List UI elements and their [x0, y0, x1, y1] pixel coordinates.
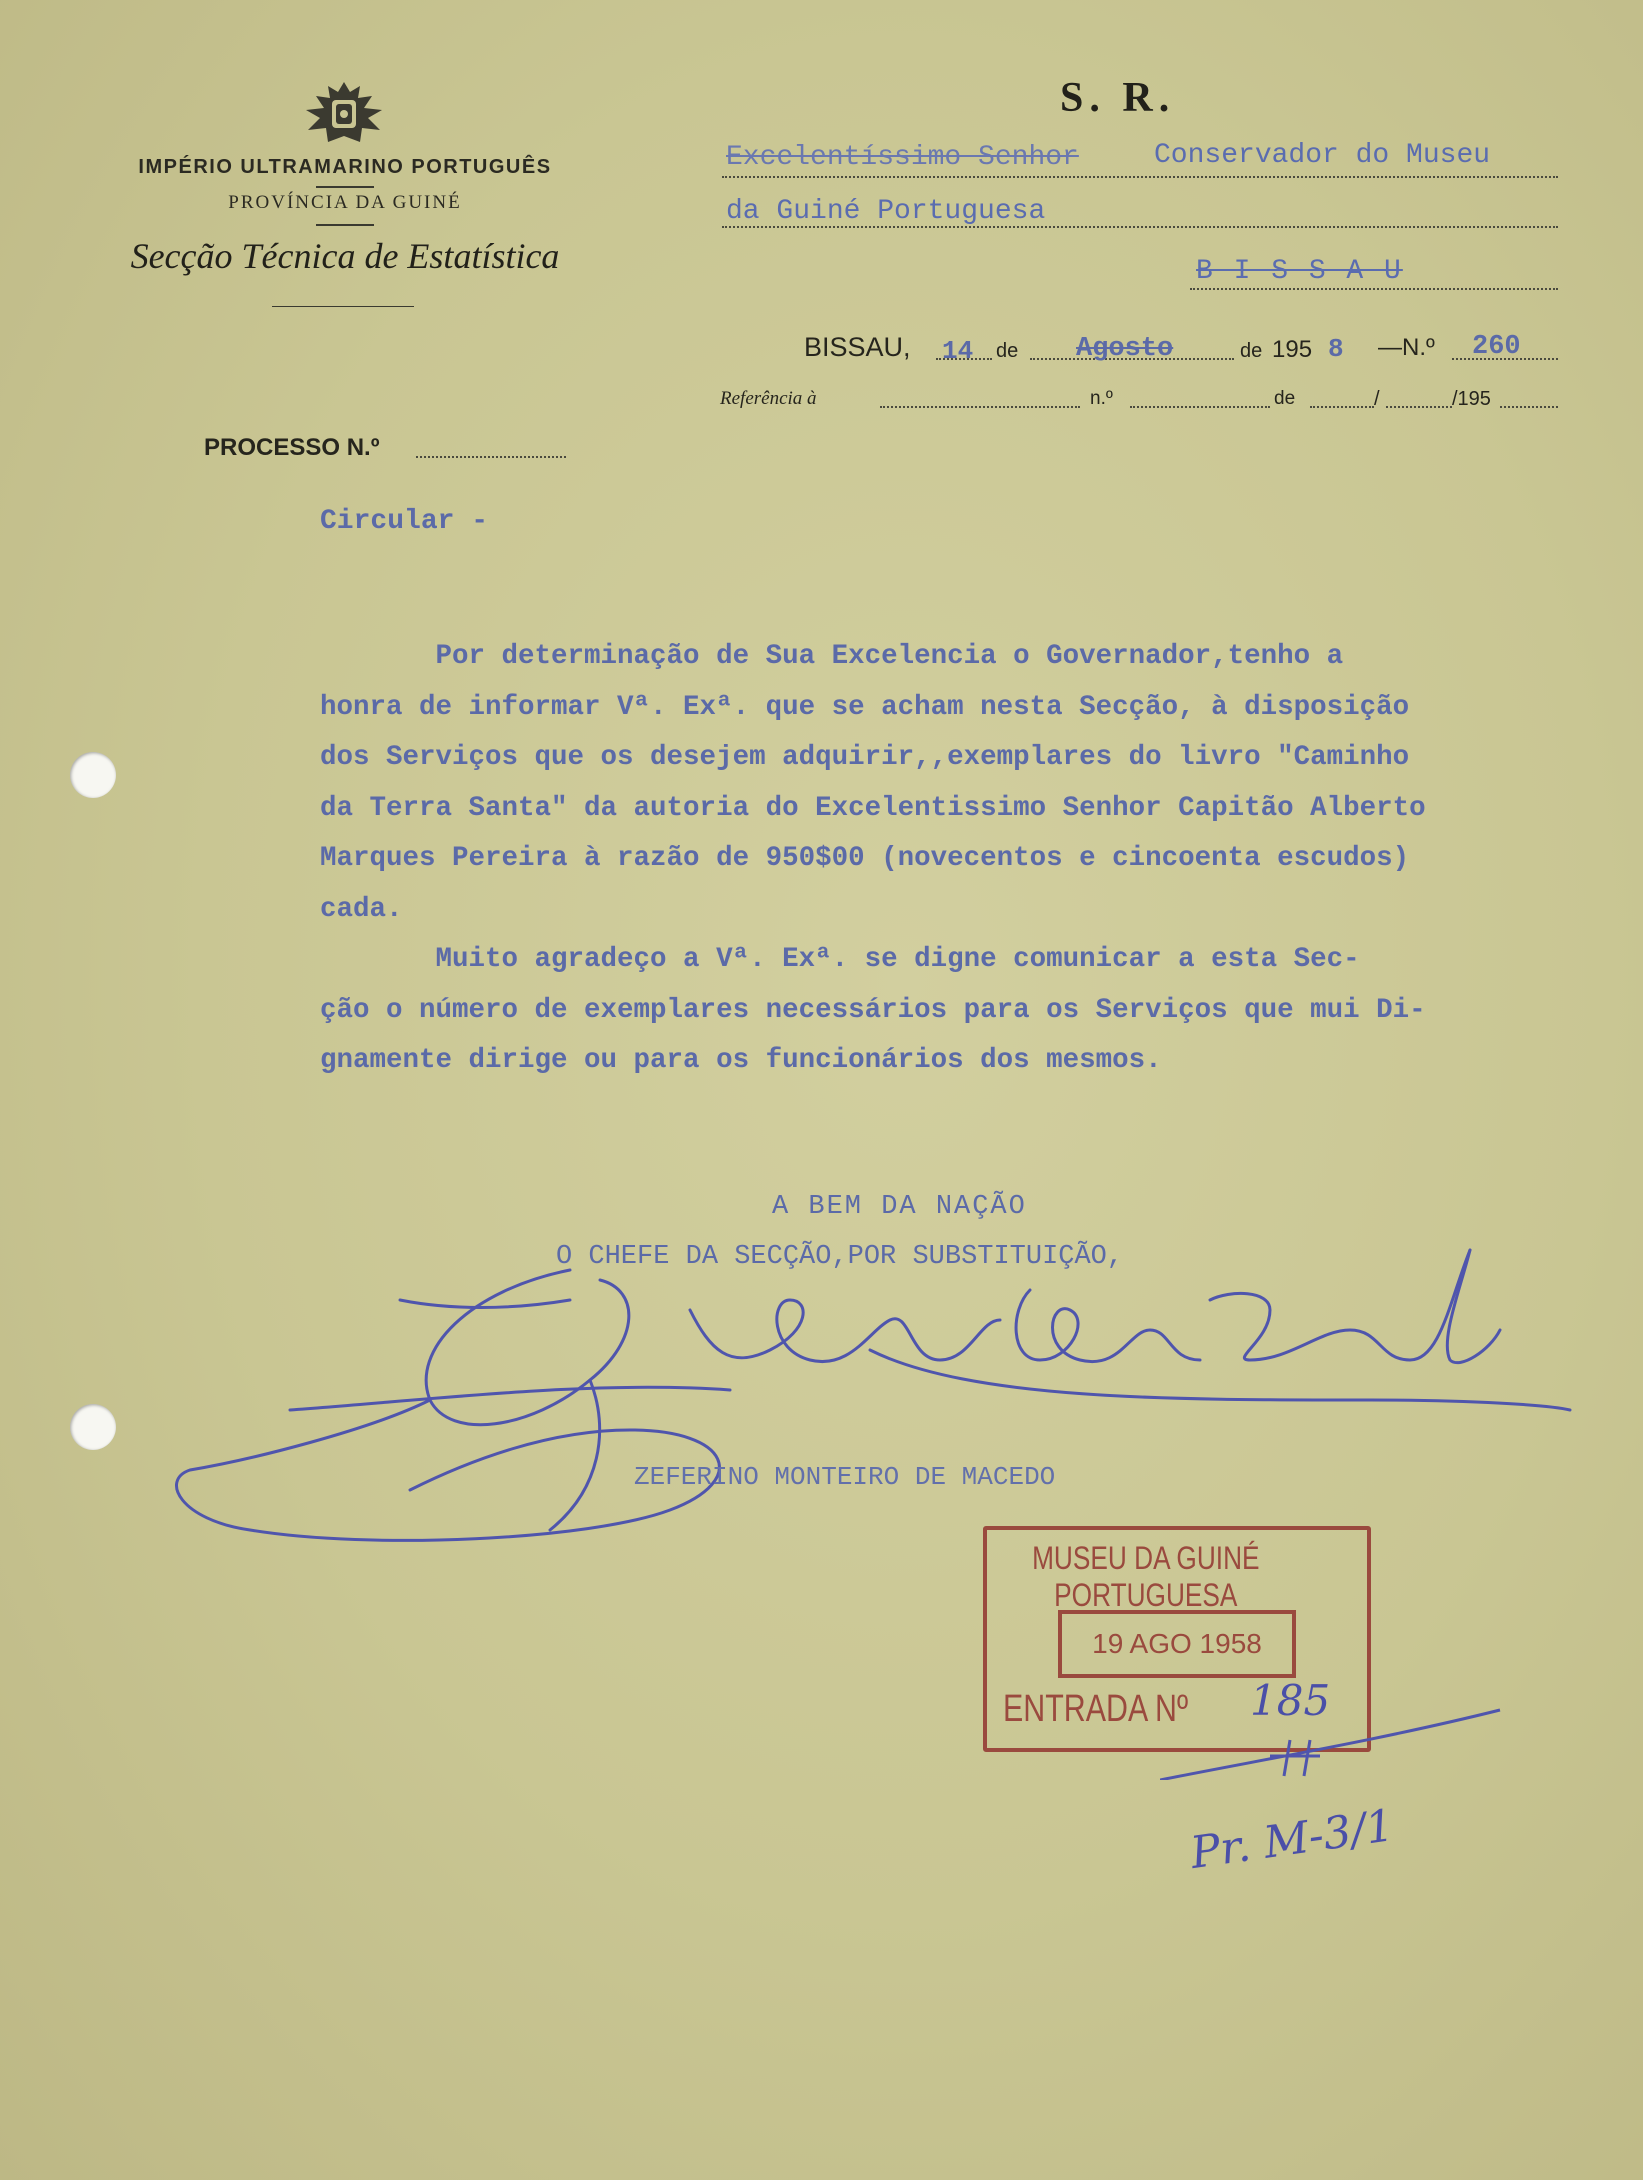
punch-hole-bottom: [70, 1404, 116, 1450]
reference-month-blank: [1386, 406, 1452, 408]
handwritten-reference: Pr. M-3/1: [1187, 1800, 1398, 1879]
reference-year-blank: [1500, 406, 1558, 408]
handwritten-signature: [170, 1230, 1590, 1560]
reference-day-blank: [1310, 406, 1374, 408]
address-line: [1190, 288, 1558, 290]
sr-label: S. R.: [1060, 75, 1176, 121]
letterhead-section: Secção Técnica de Estatística: [130, 236, 560, 276]
letterhead-empire: IMPÉRIO ULTRAMARINO PORTUGUÊS: [138, 156, 552, 178]
addressee-line2: da Guiné Portuguesa: [726, 196, 1046, 227]
signatory-name: ZEFERINO MONTEIRO DE MACEDO: [634, 1462, 1056, 1492]
date-day: 14: [942, 336, 974, 366]
subject-line: Circular -: [320, 506, 489, 537]
handwritten-strike-mark: [1160, 1700, 1510, 1780]
body-line: Por determinação de Sua Excelencia o Governador,tenho a: [320, 641, 1344, 672]
date-year-prefix: 195: [1272, 336, 1313, 363]
body-line: Marques Pereira à razão de 950$00 (novecentos e cincoenta escudos): [320, 843, 1410, 874]
reference-no-label: n.º: [1090, 388, 1113, 409]
addressee-line1: Conservador do Museu: [1154, 140, 1491, 171]
letterhead-divider: [316, 224, 374, 226]
reference-slash: /: [1374, 388, 1380, 410]
letter-number: 260: [1472, 332, 1521, 362]
reference-year: /195: [1452, 388, 1491, 410]
body-line: dos Serviços que os desejem adquirir,,exemplares do livro "Caminho: [320, 742, 1410, 773]
body-line: ção o número de exemplares necessários para os Serviços que mui Di-: [320, 994, 1426, 1026]
date-de-label: de: [1240, 340, 1263, 362]
stamp-title: MUSEU DA GUINÉ PORTUGUESA: [1032, 1540, 1260, 1613]
struck-salutation: Excelentíssimo Senhor: [726, 142, 1079, 173]
body-line: gnamente dirige ou para os funcionários dos mesmos.: [320, 1045, 1162, 1076]
processo-label: PROCESSO N.º: [204, 434, 380, 461]
punch-hole-top: [70, 752, 116, 798]
stamp-entry-label: ENTRADA Nº: [1003, 1688, 1189, 1730]
date-year-suffix: 8: [1328, 334, 1344, 364]
address-line: [722, 176, 1558, 178]
date-de-label: de: [996, 340, 1019, 362]
closing-role: O CHEFE DA SECÇÃO,POR SUBSTITUIÇÃO,: [556, 1242, 1124, 1272]
body-line: Muito agradeço a Vª. Exª. se digne comunicar a esta Sec-: [320, 944, 1360, 975]
stamp-date: 19 AGO 1958: [1058, 1610, 1296, 1678]
body-line: da Terra Santa" da autoria do Excelentissimo Senhor Capitão Alberto: [320, 792, 1426, 824]
coat-of-arms-emblem: [298, 78, 390, 150]
processo-blank: [416, 456, 566, 458]
letterhead-province: PROVÍNCIA DA GUINÉ: [228, 192, 462, 213]
closing-motto: A BEM DA NAÇÃO: [772, 1192, 1027, 1222]
stamp-entry-number: 185: [1250, 1676, 1331, 1725]
body-line: honra de informar Vª. Exª. que se acham nesta Secção, à disposição: [320, 691, 1410, 723]
number-label: —N.º: [1378, 334, 1435, 361]
reference-de-label: de: [1274, 388, 1296, 409]
reference-number-blank: [1130, 406, 1270, 408]
letterhead-divider: [272, 306, 414, 307]
letterhead-divider: [316, 186, 374, 188]
date-month: Agosto: [1076, 334, 1174, 364]
reference-blank: [880, 406, 1080, 408]
reference-label: Referência à: [720, 388, 817, 409]
place-label: BISSAU,: [804, 332, 911, 362]
body-line: cada.: [320, 893, 403, 925]
addressee-city: B I S S A U: [1196, 256, 1403, 287]
letter-body: [320, 632, 1620, 1087]
